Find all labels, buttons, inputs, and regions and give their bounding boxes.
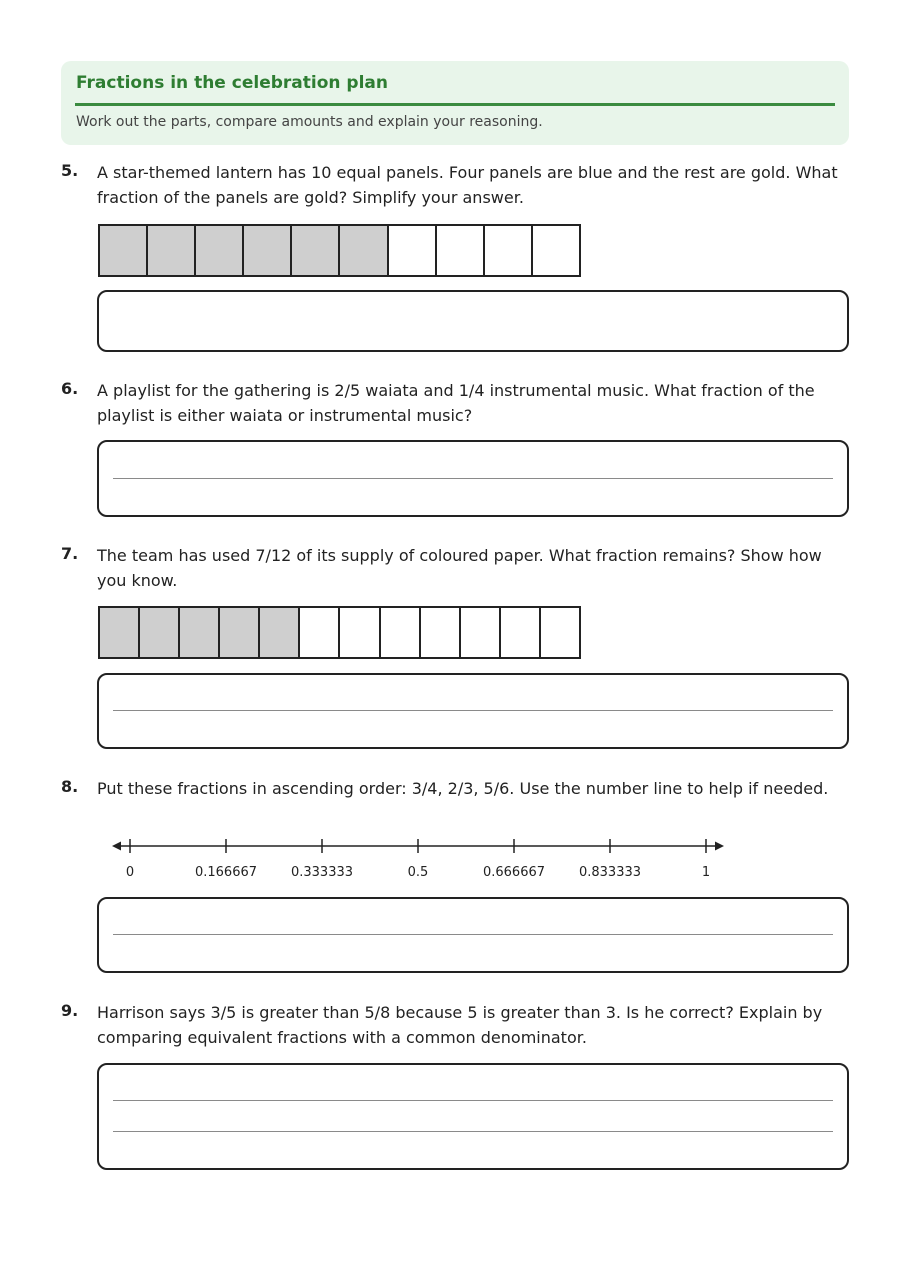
strip-cell-shaded: [100, 608, 140, 657]
strip-cell-shaded: [260, 608, 300, 657]
section-header: [61, 61, 849, 145]
question-6-number: 6.: [61, 379, 79, 398]
question-8-answer-box[interactable]: [97, 897, 849, 973]
question-8-text: Put these fractions in ascending order: 3/4, 2/3, 5/6. Use the number line to help if needed.: [97, 779, 829, 798]
question-6-answer-box[interactable]: [97, 440, 849, 517]
question-7-number: 7.: [61, 544, 79, 563]
strip-cell-unshaded: [340, 608, 380, 657]
number-line-tick-label: 0: [125, 865, 135, 880]
question-8-number-line: [108, 832, 738, 892]
strip-cell-unshaded: [501, 608, 541, 657]
number-line-tick-label: 0.166667: [194, 865, 258, 880]
question-9-answer-box[interactable]: [97, 1063, 849, 1170]
question-5-fraction-strip: [98, 224, 581, 277]
section-instructions: Work out the parts, compare amounts and explain your reasoning.: [76, 114, 543, 130]
strip-cell-unshaded: [381, 608, 421, 657]
strip-cell-unshaded: [533, 226, 579, 275]
strip-cell-shaded: [100, 226, 148, 275]
question-6-text: A playlist for the gathering is 2/5 waiata and 1/4 instrumental music. What fraction of the playlist is either waiata or instrumental music?: [97, 381, 815, 425]
question-9-text: Harrison says 3/5 is greater than 5/8 because 5 is greater than 3. Is he correct? Explain by comparing equivalent fractions with a common denominator.: [97, 1003, 823, 1047]
number-line-tick-label: 0.333333: [290, 865, 354, 880]
answer-writing-line: [113, 1100, 833, 1101]
answer-writing-line: [113, 934, 833, 935]
right-arrow-icon: [715, 842, 724, 851]
number-line-tick-label: 1: [701, 865, 711, 880]
question-5-answer-box[interactable]: [97, 290, 849, 352]
answer-writing-line: [113, 478, 833, 479]
question-7-text: The team has used 7/12 of its supply of coloured paper. What fraction remains? Show how you know.: [97, 546, 822, 590]
strip-cell-shaded: [180, 608, 220, 657]
number-line-tick-label: 0.666667: [482, 865, 546, 880]
strip-cell-unshaded: [461, 608, 501, 657]
section-title: Fractions in the celebration plan: [76, 73, 388, 93]
question-7-answer-box[interactable]: [97, 673, 849, 749]
strip-cell-unshaded: [541, 608, 579, 657]
question-5-number: 5.: [61, 161, 79, 180]
strip-cell-shaded: [340, 226, 388, 275]
strip-cell-shaded: [244, 226, 292, 275]
left-arrow-icon: [112, 842, 121, 851]
question-8-number: 8.: [61, 777, 79, 796]
number-line-tick-label: 0.5: [407, 865, 429, 880]
strip-cell-shaded: [220, 608, 260, 657]
strip-cell-shaded: [140, 608, 180, 657]
question-7-fraction-strip: [98, 606, 581, 659]
strip-cell-unshaded: [485, 226, 533, 275]
strip-cell-shaded: [292, 226, 340, 275]
question-5-text: A star-themed lantern has 10 equal panels. Four panels are blue and the rest are gold. What fraction of the panels are gold? Simplify your answer.: [97, 163, 838, 207]
strip-cell-unshaded: [389, 226, 437, 275]
question-9-number: 9.: [61, 1001, 79, 1020]
answer-writing-line: [113, 1131, 833, 1132]
strip-cell-unshaded: [421, 608, 461, 657]
number-line-tick-label: 0.833333: [578, 865, 642, 880]
strip-cell-shaded: [148, 226, 196, 275]
strip-cell-shaded: [196, 226, 244, 275]
strip-cell-unshaded: [437, 226, 485, 275]
answer-writing-line: [113, 710, 833, 711]
title-underline: [75, 103, 835, 106]
strip-cell-unshaded: [300, 608, 340, 657]
